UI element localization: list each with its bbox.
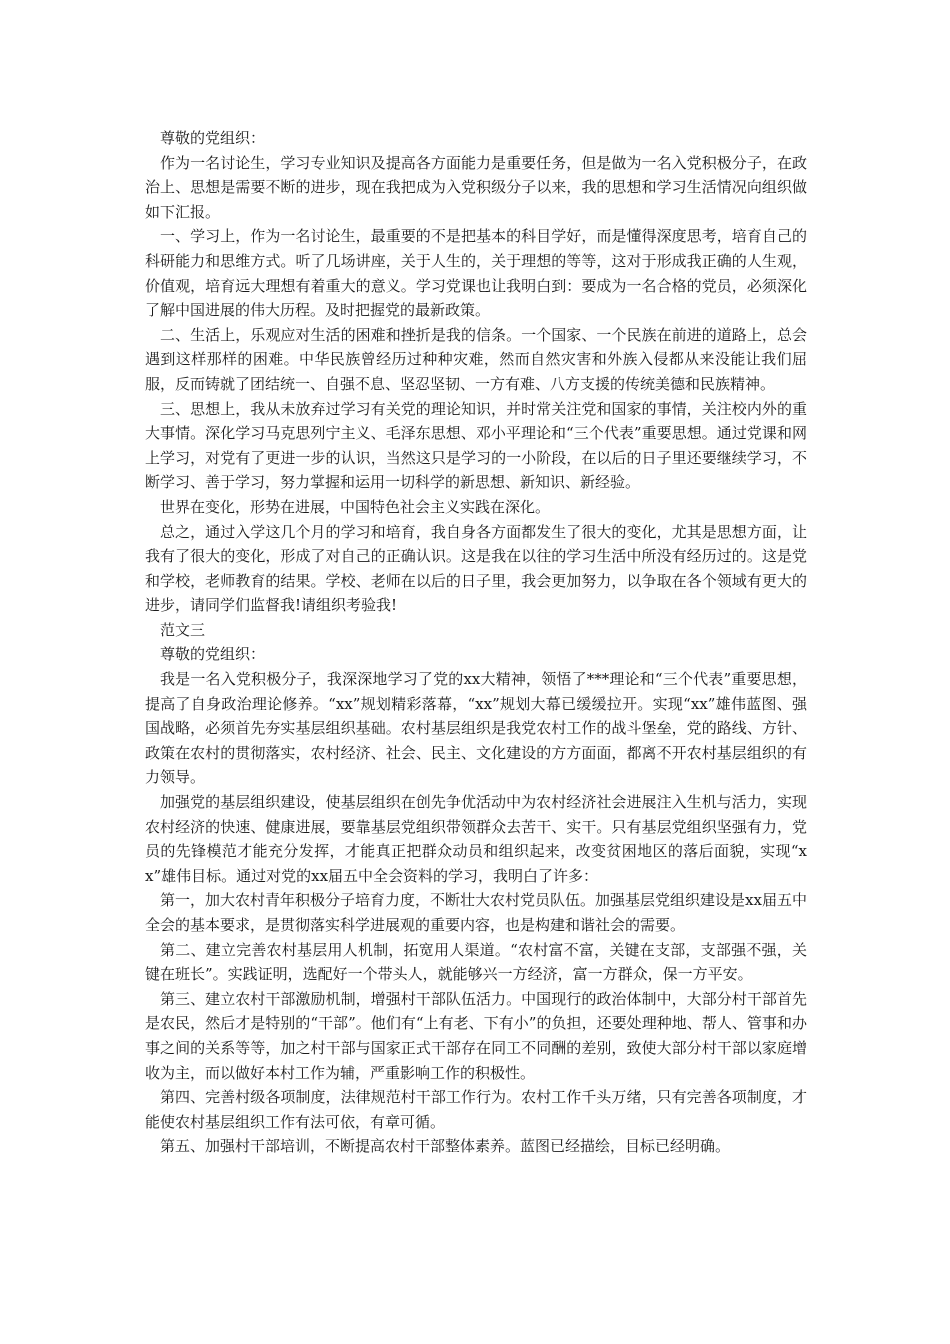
world-paragraph: 世界在变化，形势在进展，中国特色社会主义实践在深化。 [160,497,551,516]
document-body [145,126,807,1159]
point-three-paragraph: 第三、建立农村干部激励机制，增强村干部队伍活力。中国现行的政治体制中，大部分村干部首先是农民，然后才是特别的“干部”。他们有“上有老、下有小”的负担，还要处理种地、帮人、管事和办事之间的关系等等，加之村干部与国家正式干部存在同工不同酬的差别，致使大部分村干部以家庭增收为主，而以做好本村工作为辅，严重影响工作的积极性。 [145,989,807,1082]
activist-paragraph: 我是一名入党积极分子，我深深地学习了党的xx大精神，领悟了***理论和“三个代表”重要思想，提高了自身政治理论修养。“xx”规划精彩落幕，“xx”规划大幕已缓缓拉开。实现“xx”雄伟蓝图、强国战略，必须首先夯实基层组织基础。农村基层组织是我党农村工作的战斗堡垒，党的路线、方针、政策在农村的贯彻落实，农村经济、社会、民主、文化建设的方方面面，都离不开农村基层组织的有力领导。 [145,670,807,787]
organization-paragraph: 加强党的基层组织建设，使基层组织在创先争优活动中为农村经济社会进展注入生机与活力，实现农村经济的快速、健康进展，要靠基层党组织带领群众去苦干、实干。只有基层党组织坚强有力，党员的先锋模范才能充分发挥，才能真正把群众动员和组织起来，改变贫困地区的落后面貌，实现“xx”雄伟目标。通过对党的xx届五中全会资料的学习，我明白了许多： [145,793,807,885]
point-five-paragraph: 第五、加强村干部培训，不断提高农村干部整体素养。蓝图已经描绘，目标已经明确。 [160,1137,731,1156]
intro-paragraph: 作为一名讨论生，学习专业知识及提高各方面能力是重要任务，但是做为一名入党积极分子，在政治上、思想是需要不断的进步，现在我把成为入党积级分子以来，我的思想和学习生活情况向组织做如下汇报。 [145,153,807,221]
point-four-paragraph: 第四、完善村级各项制度，法律规范村干部工作行为。农村工作千头万绪，只有完善各项制度，才能使农村基层组织工作有法可依，有章可循。 [145,1088,807,1131]
section-heading: 范文三 [160,620,206,639]
summary-paragraph: 总之，通过入学这几个月的学习和培育，我自身各方面都发生了很大的变化，尤其是思想方面，让我有了很大的变化，形成了对自己的正确认识。这是我在以往的学习生活中所没有经历过的。这是党和学校，老师教育的结果。学校、老师在以后的日子里，我会更加努力，以争取在各个领域有更大的进步，请同学们监督我!请组织考验我! [145,522,807,615]
life-paragraph: 二、生活上，乐观应对生活的困难和挫折是我的信条。一个国家、一个民族在前进的道路上，总会遇到这样那样的困难。中华民族曾经历过种种灾难，然而自然灾害和外族入侵都从来没能让我们屈服，反而铸就了团结统一、自强不息、坚忍坚韧、一方有难、八方支援的传统美德和民族精神。 [145,325,807,393]
point-two-paragraph: 第二、建立完善农村基层用人机制，拓宽用人渠道。“农村富不富，关键在支部，支部强不强，关键在班长”。实践证明，选配好一个带头人，就能够兴一方经济，富一方群众，保一方平安。 [145,940,807,984]
thought-paragraph: 三、思想上，我从未放弃过学习有关党的理论知识，并时常关注党和国家的事情，关注校内外的重大事情。深化学习马克思列宁主义、毛泽东思想、邓小平理论和“三个代表”重要思想。通过党课和网上学习，对党有了更进一步的认识，当然这只是学习的一小阶段，在以后的日子里还要继续学习，不断学习、善于学习，努力掌握和运用一切科学的新思想、新知识、新经验。 [145,399,807,492]
salutation: 尊敬的党组织： [160,129,266,147]
point-one-paragraph: 第一，加大农村青年积极分子培育力度，不断壮大农村党员队伍。加强基层党组织建设是xx届五中全会的基本要求，是贯彻落实科学进展观的重要内容，也是构建和谐社会的需要。 [145,891,807,934]
salutation-2: 尊敬的党组织： [160,645,266,664]
study-paragraph: 一、学习上，作为一名讨论生，最重要的不是把基本的科目学好，而是懂得深度思考，培育自己的科研能力和思维方式。听了几场讲座，关于人生的，关于理想的等等，这对于形成我正确的人生观，价值观，培育远大理想有着重大的意义。学习党课也让我明白到：要成为一名合格的党员，必须深化了解中国进展的伟大历程。及时把握党的最新政策。 [145,227,807,320]
